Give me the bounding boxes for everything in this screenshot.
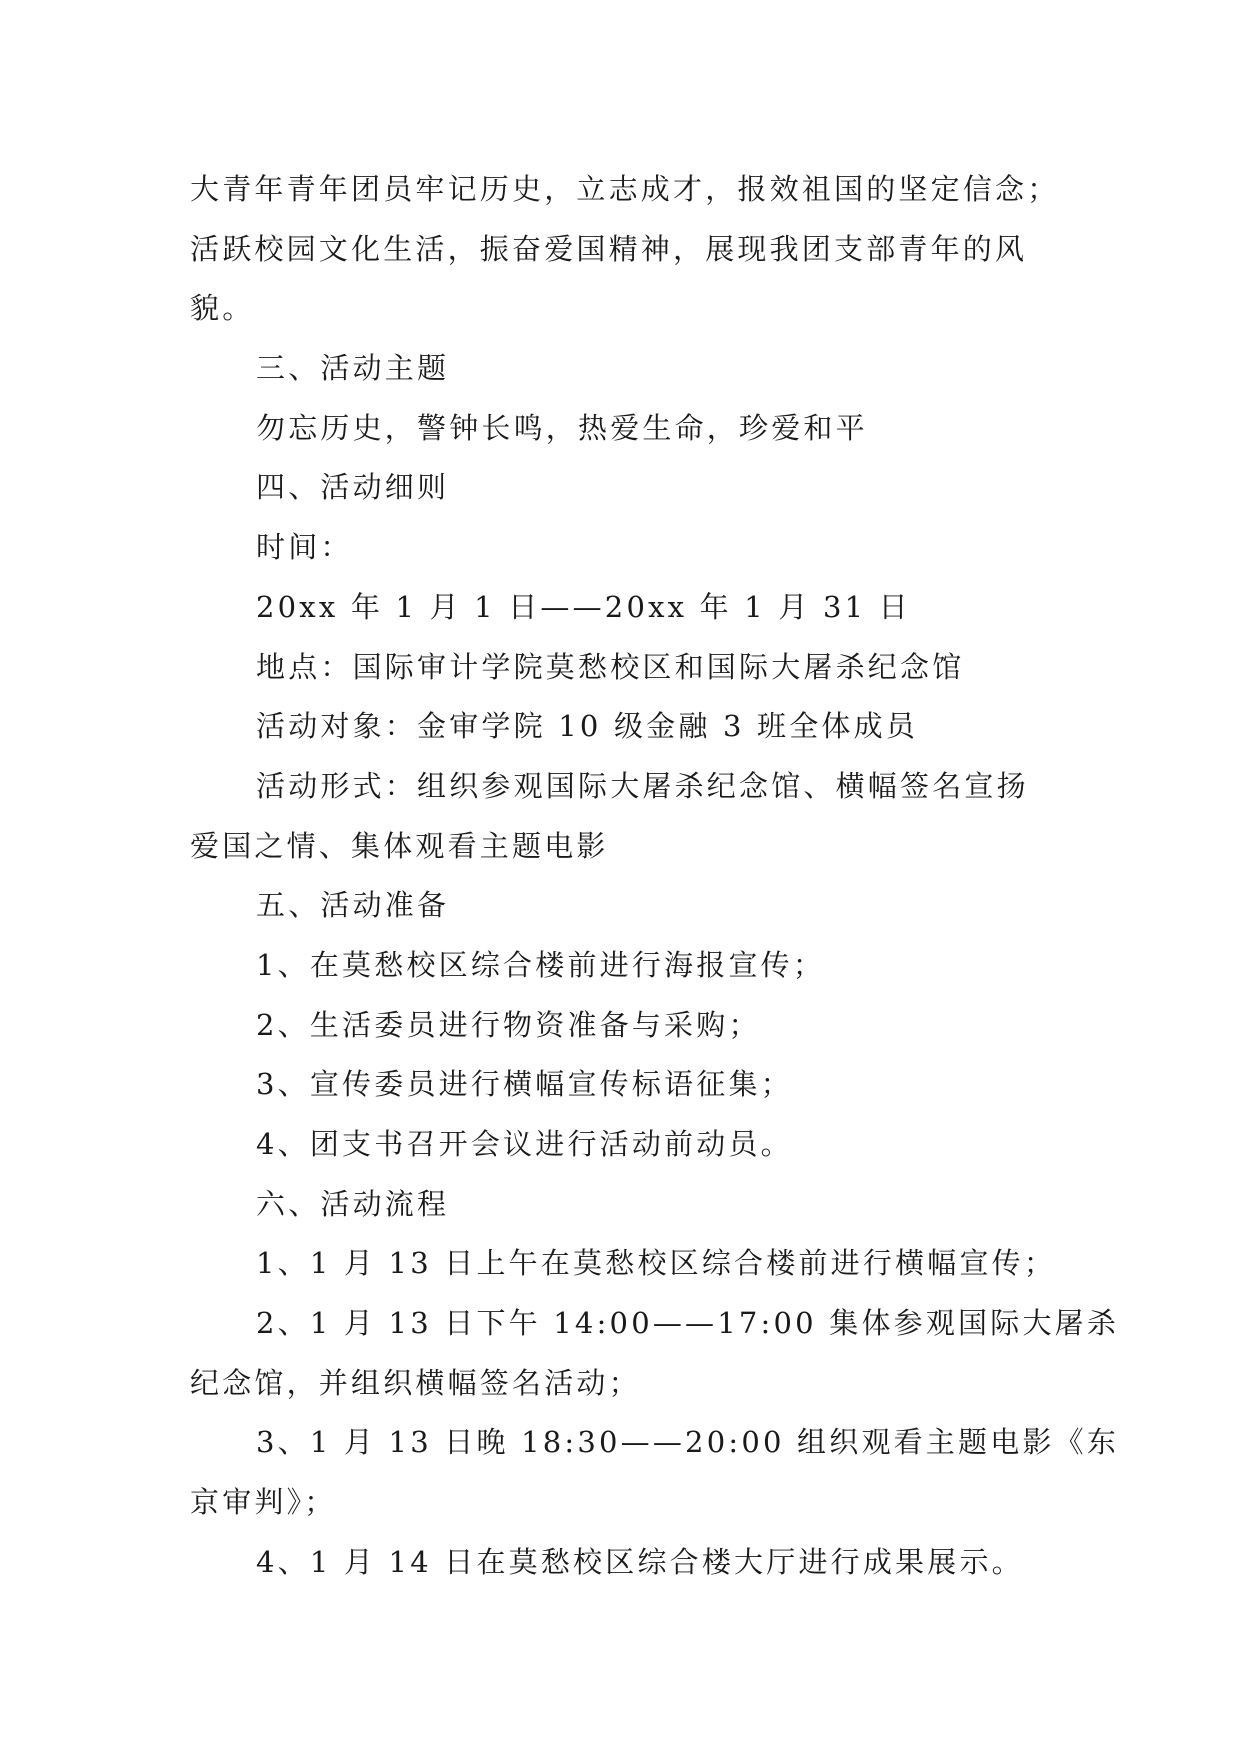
- section-heading-theme: 三、活动主题: [256, 351, 450, 386]
- paragraph-line: 大青年青年团员牢记历史，立志成才，报效祖国的坚定信念；: [190, 172, 1060, 206]
- list-item: 4、1 月 14 日在莫愁校区综合楼大厅进行成果展示。: [256, 1544, 1024, 1579]
- list-item: 1、1 月 13 日上午在莫愁校区综合楼前进行横幅宣传；: [256, 1246, 1057, 1281]
- location-line: 地点：国际审计学院莫愁校区和国际大屠杀纪念馆: [256, 649, 965, 684]
- format-line-continued: 爱国之情、集体观看主题电影: [190, 828, 609, 863]
- participants-line: 活动对象：金审学院 10 级金融 3 班全体成员: [256, 709, 919, 744]
- section-heading-details: 四、活动细则: [256, 470, 450, 505]
- document-body: [190, 160, 1120, 1593]
- section-heading-preparation: 五、活动准备: [256, 888, 450, 923]
- list-item: 3、宣传委员进行横幅宣传标语征集；: [256, 1067, 793, 1102]
- list-item-continued: 纪念馆，并组织横幅签名活动；: [190, 1365, 641, 1400]
- list-item: 4、团支书召开会议进行活动前动员。: [256, 1127, 793, 1161]
- format-line: 活动形式：组织参观国际大屠杀纪念馆、横幅签名宣扬: [256, 768, 1029, 803]
- list-item: 3、1 月 13 日晚 18:30——20:00 组织观看主题电影《东: [256, 1425, 1120, 1460]
- time-label: 时间：: [256, 530, 353, 565]
- time-value: 20xx 年 1 月 1 日——20xx 年 1 月 31 日: [256, 589, 911, 624]
- list-item: 1、在莫愁校区综合楼前进行海报宣传；: [256, 947, 826, 982]
- paragraph-line: 貌。: [190, 291, 255, 326]
- list-item: 2、生活委员进行物资准备与采购；: [256, 1007, 761, 1042]
- list-item-continued: 京审判》；: [190, 1485, 337, 1520]
- paragraph-line: 活跃校园文化生活，振奋爱国精神，展现我团支部青年的风: [190, 231, 1028, 266]
- section-heading-process: 六、活动流程: [256, 1186, 450, 1221]
- theme-text: 勿忘历史，警钟长鸣，热爱生命，珍爱和平: [256, 410, 868, 445]
- list-item: 2、1 月 13 日下午 14:00——17:00 集体参观国际大屠杀: [256, 1306, 1120, 1341]
